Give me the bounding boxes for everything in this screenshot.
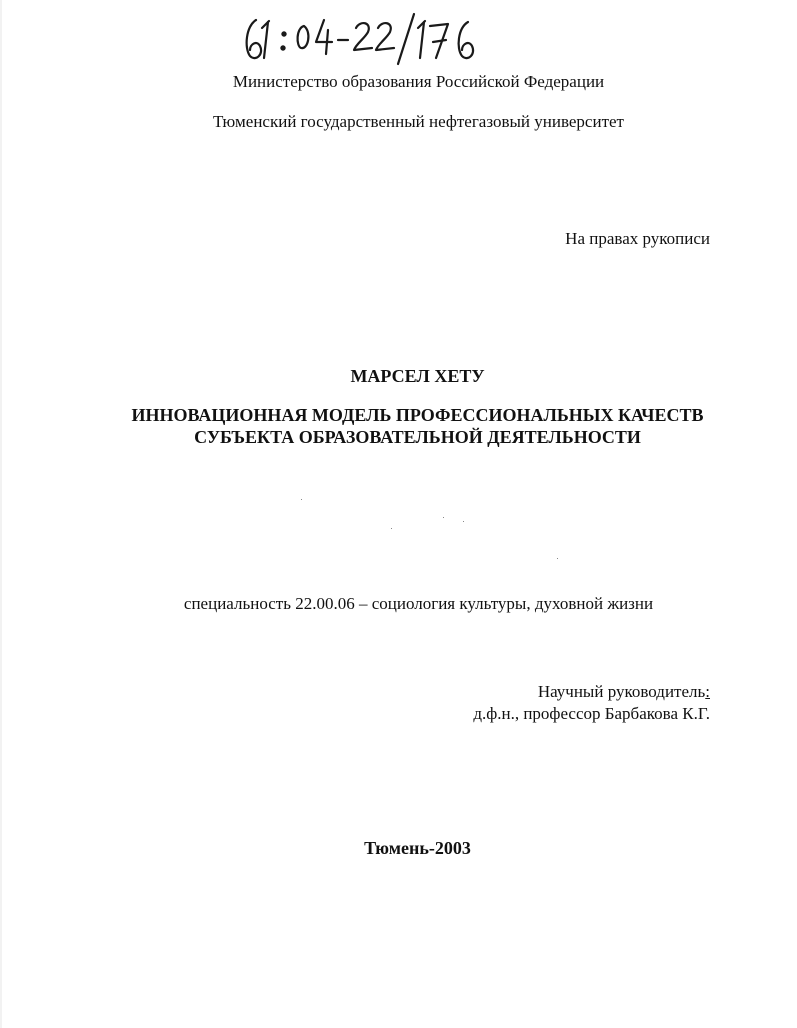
scan-speck xyxy=(301,499,302,500)
handwritten-archive-number xyxy=(238,2,488,72)
scan-speck xyxy=(443,517,444,518)
ministry-name: Министерство образования Российской Федерации xyxy=(232,72,605,91)
supervisor-label-colon: : xyxy=(705,682,710,701)
handwritten-number-drawing xyxy=(238,2,488,72)
scan-speck xyxy=(391,528,392,529)
university-name: Тюменский государственный нефтегазовый университет xyxy=(213,112,624,131)
scan-speck xyxy=(463,521,464,522)
dissertation-title xyxy=(19,404,797,448)
title-line-2: СУБЪЕКТА ОБРАЗОВАТЕЛЬНОЙ ДЕЯТЕЛЬНОСТИ xyxy=(194,427,641,447)
title-line-1: ИННОВАЦИОННАЯ МОДЕЛЬ ПРОФЕССИОНАЛЬНЫХ КАЧЕСТВ xyxy=(131,405,704,425)
supervisor-block xyxy=(473,681,710,725)
scan-edge xyxy=(0,0,2,1028)
manuscript-rights-note: На правах рукописи xyxy=(565,229,710,248)
scan-speck xyxy=(557,558,558,559)
supervisor-name: д.ф.н., профессор Барбакова К.Г. xyxy=(473,704,710,723)
specialty-line: специальность 22.00.06 – социология культуры, духовной жизни xyxy=(183,594,654,613)
author-name: МАРСЕЛ ХЕТУ xyxy=(350,366,485,386)
supervisor-label-text: Научный руководитель xyxy=(537,682,706,701)
city-year: Тюмень-2003 xyxy=(364,838,471,858)
supervisor-label xyxy=(473,681,710,703)
